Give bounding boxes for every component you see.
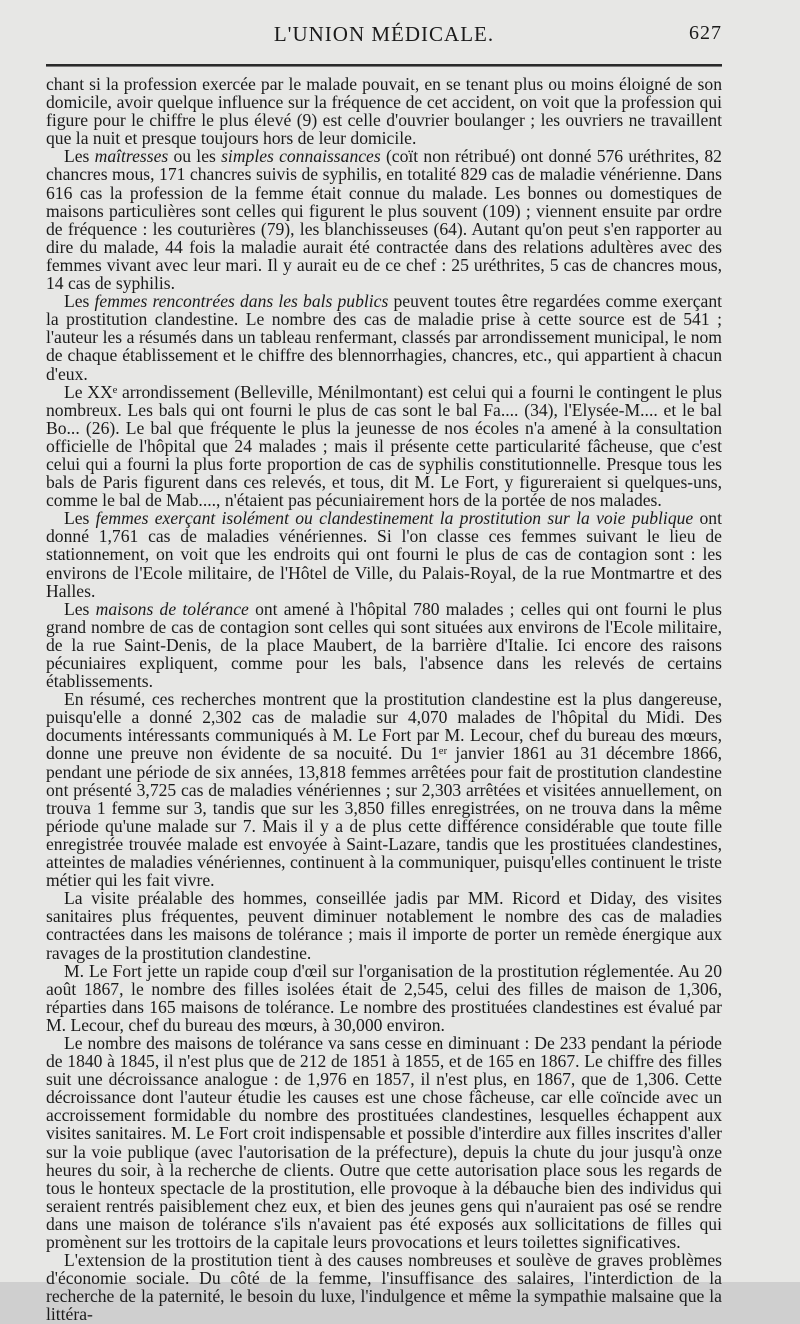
paragraph-text: ont amené à l'hôpital 780 malades ; celles qui ont fourni le plus grand nombre de cas de contagion sont celles qui sont situées aux environs de l'Ecole militaire, de la rue Saint-Denis, de la place Maubert, de la barrière d'Italie. Ici encore des raisons pécuniaires expliquent, comme pour les bals, l'absence dans les relevés de certains établissements. <box>46 598 722 692</box>
italic-text: femmes rencontrées dans les bals publics <box>94 291 389 312</box>
paragraph-text: (coït non rétribué) ont donné 576 uréthrites, 82 chancres mous, 171 chancres suivis de syphilis, en totalité 829 cas de maladie vénérienne. Dans 616 cas la profession de la femme était connue du malade. Les bonnes ou domestiques de maisons particulières sont celles qui figurent le plus souvent (109) ; viennent ensuite par ordre de fréquence : les couturières (79), les blanchisseuses (64). Autant qu'on peut s'en rapporter au dire du malade, 44 fois la maladie aurait été contractée dans des relations adultères avec des femmes vivant avec leur mari. Il y aurait eu de ce chef : 25 uréthrites, 5 cas de chancres mous, 14 cas de syphilis. <box>46 146 722 294</box>
paragraph <box>46 509 722 599</box>
paragraph-text: Les <box>64 508 96 529</box>
paragraph <box>46 962 722 1034</box>
article-body <box>46 75 722 1323</box>
italic-text: maisons de tolérance <box>95 598 249 619</box>
paragraph-text: chant si la profession exercée par le malade pouvait, en se tenant plus ou moins éloigné de son domicile, avoir quelque influence sur la fréquence de cet accident, on voit que la profession qui figure pour le chiffre le plus élevé (9) est celle d'ouvrier boulanger ; les ouvriers ne travaillent que la nuit et presque toujours hors de leur domicile. <box>46 74 722 149</box>
italic-text: maîtresses <box>94 146 169 167</box>
paragraph-text: M. Le Fort jette un rapide coup d'œil sur l'organisation de la prostitution réglementée. Au 20 août 1867, le nombre des filles isolées était de 2,545, celui des filles de maison de 1,306, réparties dans 165 maisons de tolérance. Le nombre des prostituées clandestines est évalué par M. Lecour, chef du bureau des mœurs, à 30,000 environ. <box>46 960 722 1035</box>
journal-title: L'UNION MÉDICALE. <box>273 22 495 46</box>
paragraph <box>46 690 722 889</box>
paragraph-text: Le nombre des maisons de tolérance va sans cesse en diminuant : De 233 pendant la période de 1840 à 1845, il n'est plus que de 212 de 1851 à 1855, et de 165 en 1867. Le chiffre des filles suit une décroissance analogue : de 1,976 en 1857, il n'est plus, en 1867, que de 1,306. Cette décroissance dont l'auteur étudie les causes est une chose fâcheuse, car elle coïncide avec un accroissement formidable du nombre des prostituées clandestines, lesquelles échappent aux visites sanitaires. M. Le Fort croit indispensable et possible d'interdire aux filles inscrites d'aller sur la voie publique (avec l'autorisation de la préfecture), depuis la chute du jour jusqu'à onze heures du soir, à la recherche de clients. Outre que cette autorisation place sous les regards de tous le honteux spectacle de la prostitution, elle provoque à la débauche bien des individus qui seraient rentrés paisiblement chez eux, et bien des jeunes gens qui n'auraient pas osé se rendre dans une maison de tolérance s'ils n'avaient pas été exposés aux sollicitations de filles qui promènent sur les trottoirs de la capitale leurs provocations et leurs toilettes significatives. <box>46 1032 722 1252</box>
paragraph-text: peuvent toutes être regardées comme exerçant la prostitution clandestine. Le nombre des cas de maladie prise à cette source est de 541 ; l'auteur les a résumés dans un tableau renfermant, classés par arrondissement municipal, le nom de chaque établissement et le chiffre des blennorrhagies, chancres, etc., qui appartient à chacun d'eux. <box>46 291 723 384</box>
italic-text: femmes exerçant isolément ou clandestinement la prostitution sur la voie publique <box>95 508 694 529</box>
paragraph <box>46 383 722 510</box>
paragraph <box>46 889 722 961</box>
paragraph-text: En résumé, ces recherches montrent que la prostitution clandestine est la plus dangereuse, puisqu'elle a donné 2,302 cas de maladie sur 4,070 malades de l'hôpital du Midi. Des documents intéressants communiqués à M. Le Fort par M. Lecour, chef du bureau des mœurs, donne une preuve non évidente de sa nocuité. Du 1ᵉʳ janvier 1861 au 31 décembre 1866, pendant une période de six années, 13,818 femmes arrêtées pour fait de prostitution clandestine ont présenté 3,725 cas de maladies vénériennes ; sur 2,303 arrêtées et visitées annuellement, on trouva 1 femme sur 3, tandis que sur les 3,850 filles enregistrées, on ne trouva dans la même période qu'une malade sur 7. Mais il y a de plus cette différence considérable que toute fille enregistrée trouvée malade est envoyée à Saint-Lazare, tandis que les prostituées clandestines, atteintes de maladies vénériennes, continuent à la communiquer, puisqu'elles continuent le triste métier qui les fait vivre. <box>46 689 722 891</box>
header-rule <box>46 64 722 67</box>
italic-text: simples connaissances <box>221 146 381 167</box>
page-header <box>46 22 722 52</box>
paragraph <box>46 1251 722 1323</box>
paragraph-text: ont donné 1,761 cas de maladies vénériennes. Si l'on classe ces femmes suivant le lieu de stationnement, on voit que les endroits qui ont fourni le plus de cas de contagion sont : les environs de l'Ecole militaire, de l'Hôtel de Ville, du Palais-Royal, de la rue Montmartre et des Halles. <box>46 508 722 601</box>
paragraph <box>46 147 722 292</box>
paragraph-text: L'extension de la prostitution tient à des causes nombreuses et soulève de graves problèmes d'économie sociale. Du côté de la femme, l'insuffisance des salaires, l'interdiction de la recherche de la paternité, le besoin du luxe, l'indulgence et même la sympathie malsaine que la littéra- <box>46 1250 722 1324</box>
page-number: 627 <box>689 22 722 44</box>
paragraph <box>46 75 722 147</box>
paragraph <box>46 292 722 382</box>
paragraph-text: La visite préalable des hommes, conseillée jadis par MM. Ricord et Diday, des visites sanitaires plus fréquentes, peuvent diminuer notablement le nombre des cas de maladies contractées dans les maisons de tolérance ; mais il importe de porter un remède énergique aux ravages de la prostitution clandestine. <box>46 888 722 963</box>
paragraph-text: Les <box>64 146 95 167</box>
paragraph-text: Le XXᵉ arrondissement (Belleville, Ménilmontant) est celui qui a fourni le contingent le plus nombreux. Les bals qui ont fourni le plus de cas sont le bal Fa.... (34), l'Elysée-M.... et le bal Bo... (26). Le bal que fréquente le plus la jeunesse de nos écoles n'a amené à la consultation officielle de l'hôpital que 24 malades ; mais il présente cette particularité fâcheuse, que c'est celui qui a fourni la plus forte proportion de cas de syphilis constitutionnelle. Presque tous les bals de Paris figurent dans ces relevés, et tous, dit M. Le Fort, y figureraient si quelques-uns, comme le bal de Mab...., n'étaient pas pécuniairement hors de la portée de nos malades. <box>46 381 722 511</box>
paragraph-text: Les <box>64 598 96 619</box>
paragraph-text: ou les <box>168 146 222 167</box>
paragraph-text: Les <box>64 291 95 312</box>
paragraph <box>46 1034 722 1251</box>
paragraph <box>46 600 722 690</box>
